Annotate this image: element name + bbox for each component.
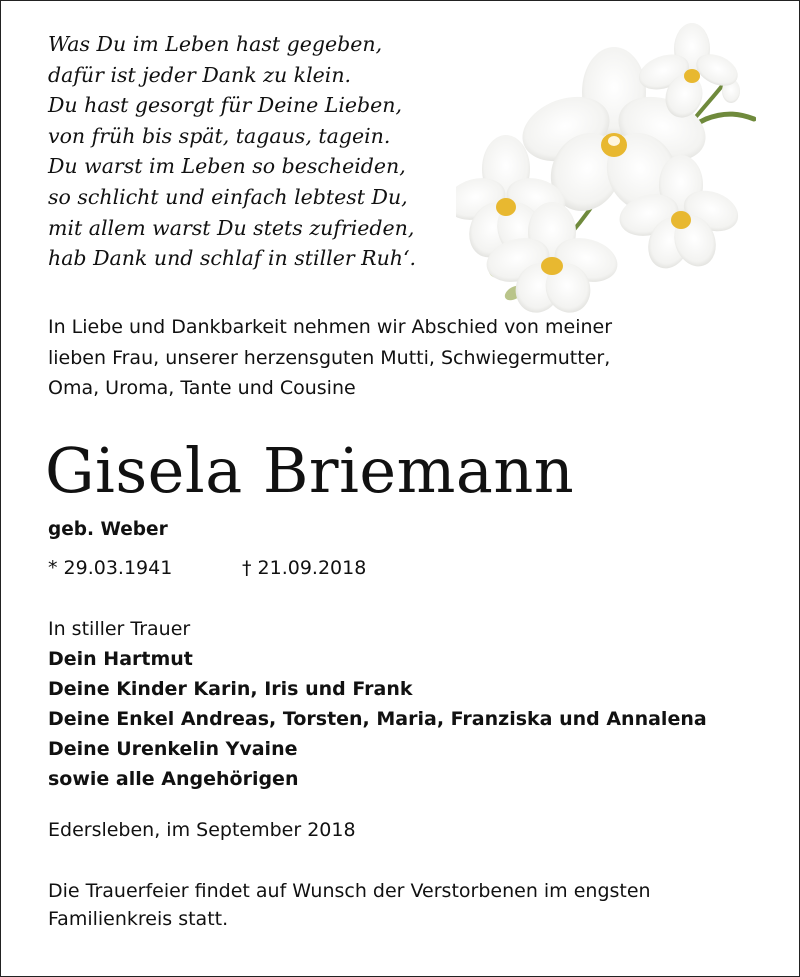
poem-line: so schlicht und einfach lebtest Du, [48,184,408,209]
intro-line: lieben Frau, unserer herzensguten Mutti, Schwiegermutter, [48,346,611,369]
deceased-name: Gisela Briemann [45,434,575,507]
notice-line: Familienkreis statt. [48,908,229,930]
poem-line: hab Dank und schlaf in stiller Ruh‘. [48,246,417,271]
intro-line: In Liebe und Dankbarkeit nehmen wir Abschied von meiner [48,316,613,338]
mourner-line: Deine Urenkelin Yvaine [48,738,298,760]
mourner-line: Deine Kinder Karin, Iris und Frank [48,678,413,700]
poem [48,29,416,274]
place-date: Edersleben, im September 2018 [48,819,356,841]
poem-line: Du hast gesorgt für Deine Lieben, [48,93,403,118]
mourner-line: Deine Enkel Andreas, Torsten, Maria, Franziska und Annalena [48,708,707,730]
intro-line: Oma, Uroma, Tante und Cousine [48,377,356,399]
poem-line: von früh bis spät, tagaus, tagein. [48,123,391,148]
mourners-list [48,614,707,794]
poem-line: dafür ist jeder Dank zu klein. [48,62,352,87]
death-date: † 21.09.2018 [242,557,367,579]
funeral-notice [48,877,651,933]
mourners-heading: In stiller Trauer [48,618,191,640]
maiden-name: geb. Weber [48,519,168,540]
poem-line: mit allem warst Du stets zufrieden, [48,215,415,240]
poem-line: Du warst im Leben so bescheiden, [48,154,406,179]
intro-text [48,312,612,404]
mourner-line: sowie alle Angehörigen [48,768,299,790]
birth-date: * 29.03.1941 [48,557,173,579]
orchid-image [456,19,756,314]
mourner-line: Dein Hartmut [48,648,193,670]
notice-line: Die Trauerfeier findet auf Wunsch der Verstorbenen im engsten [48,880,651,902]
poem-line: Was Du im Leben hast gegeben, [48,32,383,56]
